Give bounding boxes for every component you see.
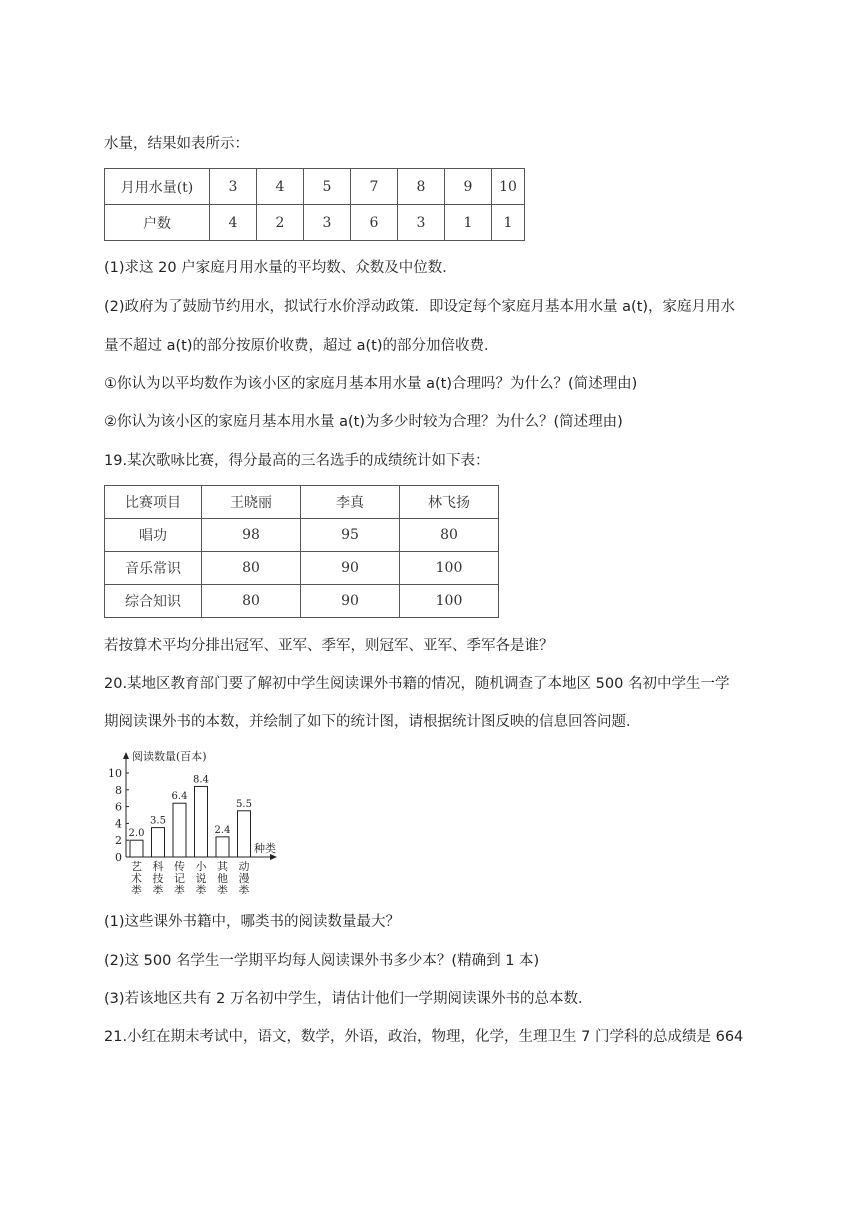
table-cell: 2 (257, 205, 304, 241)
table-header-cell: 林飞扬 (400, 486, 499, 519)
table-cell: 7 (351, 169, 398, 205)
table-cell: 4 (257, 169, 304, 205)
reading-bar-chart (104, 742, 304, 894)
category-label: 艺术类 (131, 860, 142, 894)
y-axis-arrow (123, 752, 129, 759)
table-cell: 8 (398, 169, 445, 205)
table-header-row (105, 486, 499, 519)
y-tick-label: 6 (115, 800, 122, 814)
question-20-1: (1)这些课外书籍中，哪类书的阅读数量最大？ (104, 914, 401, 930)
table-header-cell: 王晓丽 (202, 486, 301, 519)
category-label: 其他类 (217, 860, 228, 894)
table-header-cell: 比赛项目 (105, 486, 202, 519)
bar-value-label: 2.4 (214, 824, 231, 836)
question-18-1: (1)求这 20 户家庭月用水量的平均数、众数及中位数． (104, 260, 457, 276)
bar-value-label: 6.4 (171, 791, 188, 803)
table-cell: 10 (492, 169, 525, 205)
x-axis-label: 种类 (254, 842, 276, 855)
question-20-line2: 期阅读课外书的本数，并绘制了如下的统计图，请根据统计图反映的信息回答问题． (104, 714, 641, 730)
question-18-2-line2: 量不超过 a(t)的部分按原价收费，超过 a(t)的部分加倍收费． (104, 338, 499, 354)
bar-5 (216, 837, 229, 857)
table-cell: 3 (210, 169, 257, 205)
table-cell: 4 (210, 205, 257, 241)
y-tick-label: 10 (108, 767, 122, 780)
question-20-2: (2)这 500 名学生一学期平均每人阅读课外书多少本？(精确到 1 本) (104, 953, 540, 969)
table-cell: 98 (202, 519, 301, 552)
y-tick-label: 0 (115, 851, 122, 864)
table-row (105, 205, 525, 241)
bar-value-label: 2.0 (128, 828, 145, 840)
intro-line: 水量，结果如表所示： (104, 136, 249, 152)
question-18-2-part1: ①你认为以平均数作为该小区的家庭月基本用水量 a(t)合理吗？为什么？(简述理由) (104, 376, 638, 392)
question-20-3: (3)若该地区共有 2 万名初中学生，请估计他们一学期阅读课外书的总本数． (104, 991, 593, 1007)
category-label: 科技类 (152, 860, 164, 894)
table-cell: 1 (492, 205, 525, 241)
table-cell: 80 (202, 585, 301, 618)
table-cell: 100 (400, 585, 499, 618)
bar-3 (173, 803, 186, 857)
question-19-ask: 若按算术平均分排出冠军、亚军、季军，则冠军、亚军、季军各是谁？ (104, 638, 554, 654)
y-tick-label: 4 (115, 817, 122, 831)
table-row (105, 585, 499, 618)
table-row (105, 552, 499, 585)
table-cell: 80 (202, 552, 301, 585)
table-cell: 80 (400, 519, 499, 552)
table-cell: 综合知识 (105, 585, 202, 618)
table-cell: 100 (400, 552, 499, 585)
water-usage-table (104, 168, 525, 241)
table-row (105, 169, 525, 205)
table-cell: 3 (398, 205, 445, 241)
bar-value-label: 8.4 (193, 774, 209, 786)
table-cell: 唱功 (105, 519, 202, 552)
bar-4 (195, 786, 208, 857)
bar-2 (152, 828, 165, 857)
y-tick-label: 2 (115, 834, 122, 848)
y-tick-label: 8 (115, 783, 122, 797)
category-label: 小说类 (195, 860, 207, 894)
bar-6 (238, 811, 251, 857)
table-cell: 90 (301, 552, 400, 585)
question-19: 19.某次歌咏比赛，得分最高的三名选手的成绩统计如下表： (104, 453, 490, 469)
singing-score-table (104, 485, 499, 618)
bar-value-label: 3.5 (150, 815, 166, 827)
bar-1 (130, 840, 143, 857)
table-cell: 9 (445, 169, 492, 205)
table-cell: 3 (304, 205, 351, 241)
table-cell: 1 (445, 205, 492, 241)
table-cell: 90 (301, 585, 400, 618)
table-row (105, 519, 499, 552)
table-header-cell: 户数 (105, 205, 210, 241)
table-cell: 5 (304, 169, 351, 205)
category-label: 动漫类 (238, 860, 250, 894)
question-18-2-line1: (2)政府为了鼓励节约用水，拟试行水价浮动政策．即设定每个家庭月基本用水量 a(t)，家庭月用水 (104, 299, 736, 315)
table-header-cell: 月用水量(t) (105, 169, 210, 205)
category-label: 传记类 (174, 860, 185, 894)
question-20-line1: 20.某地区教育部门要了解初中学生阅读课外书籍的情况，随机调查了本地区 500 名初中学生一学 (104, 676, 730, 692)
table-cell: 音乐常识 (105, 552, 202, 585)
question-21: 21.小红在期末考试中，语文，数学，外语，政治，物理，化学，生理卫生 7 门学科的总成绩是 664 (104, 1029, 744, 1045)
bar-value-label: 5.5 (236, 798, 252, 810)
table-cell: 6 (351, 205, 398, 241)
y-axis-label: 阅读数量(百本) (132, 750, 207, 763)
table-header-cell: 李真 (301, 486, 400, 519)
table-cell: 95 (301, 519, 400, 552)
question-18-2-part2: ②你认为该小区的家庭月基本用水量 a(t)为多少时较为合理？为什么？(简述理由) (104, 414, 623, 430)
